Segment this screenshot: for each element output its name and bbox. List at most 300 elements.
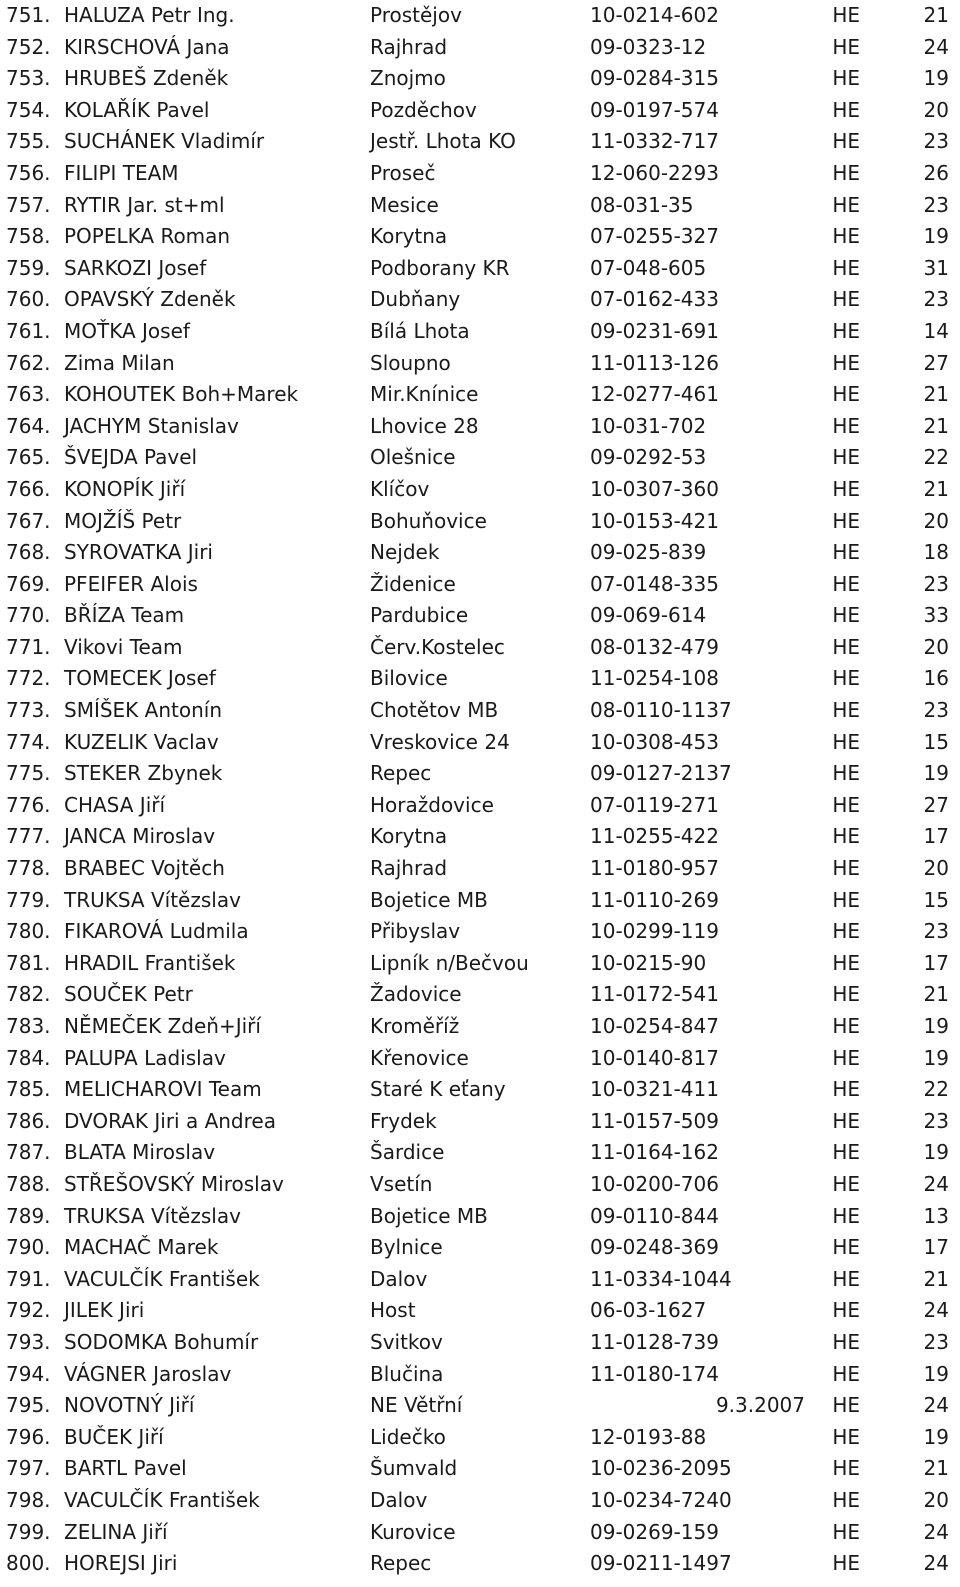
participant-name: Vikovi Team [64, 634, 183, 659]
result-row [0, 221, 960, 253]
result-value: 19 [923, 1014, 949, 1038]
participant-name: JANCA Miroslav [64, 824, 216, 849]
locality: Vreskovice 24 [370, 729, 510, 754]
rank-number: 766. [6, 476, 51, 501]
participant-name: VACULČÍK František [64, 1487, 260, 1512]
participant-name: ŠVEJDA Pavel [64, 445, 198, 470]
participant-name: SARKOZI Josef [64, 255, 207, 280]
category-code: HE [832, 1266, 860, 1291]
result-value: 22 [923, 1077, 949, 1102]
locality: Bylnice [370, 1235, 443, 1260]
locality: Červ.Kostelec [370, 634, 505, 659]
participant-name: KONOPÍK Jiří [64, 476, 186, 501]
locality: Dubňany [370, 287, 461, 312]
category-code: HE [832, 318, 860, 343]
rank-number: 763. [6, 382, 51, 407]
rank-number: 751. [6, 3, 51, 27]
rank-number: 781. [6, 950, 51, 975]
participant-name: MOJŽÍŠ Petr [64, 508, 182, 533]
result-row [0, 1327, 960, 1359]
rank-number: 782. [6, 982, 51, 1007]
result-value: 24 [923, 1393, 949, 1418]
locality: Křenovice [370, 1045, 469, 1070]
locality: Nejdek [370, 540, 440, 565]
locality: Dalov [370, 1487, 428, 1512]
category-code: HE [832, 824, 860, 849]
participant-name: JILEK Jiri [64, 1298, 145, 1323]
result-row [0, 1043, 960, 1075]
category-code: HE [832, 1140, 860, 1165]
result-row [0, 1011, 960, 1043]
rank-number: 783. [6, 1014, 51, 1038]
locality: Dalov [370, 1266, 428, 1291]
category-code: HE [832, 445, 860, 470]
result-value: 21 [923, 476, 949, 501]
id-code: 11-0113-126 [590, 350, 719, 375]
result-row [0, 821, 960, 853]
rank-number: 761. [6, 318, 51, 343]
result-value: 21 [923, 382, 949, 407]
id-code: 07-0148-335 [590, 571, 719, 596]
participant-name: HOREJSI Jiri [64, 1551, 178, 1576]
id-code: 11-0255-422 [590, 824, 719, 849]
locality: Bohuňovice [370, 508, 487, 533]
category-code: HE [832, 919, 860, 944]
category-code: HE [832, 224, 860, 249]
id-code: 07-048-605 [590, 255, 707, 280]
result-row [0, 1201, 960, 1233]
id-code: 08-031-35 [590, 192, 694, 217]
locality: Repec [370, 1551, 432, 1576]
result-row [0, 1422, 960, 1454]
category-code: HE [832, 508, 860, 533]
rank-number: 768. [6, 540, 51, 565]
rank-number: 759. [6, 255, 51, 280]
participant-name: MACHAČ Marek [64, 1235, 219, 1260]
rank-number: 771. [6, 634, 51, 659]
result-value: 24 [923, 34, 949, 59]
id-code: 09-0269-159 [590, 1519, 719, 1544]
participant-name: OPAVSKÝ Zdeněk [64, 287, 236, 312]
locality: Svitkov [370, 1329, 443, 1354]
rank-number: 786. [6, 1108, 51, 1133]
id-code: 10-0308-453 [590, 729, 719, 754]
rank-number: 797. [6, 1456, 51, 1481]
locality: Sloupno [370, 350, 451, 375]
category-code: HE [832, 698, 860, 723]
result-value: 20 [923, 97, 949, 122]
result-value: 17 [923, 824, 949, 849]
result-row [0, 1169, 960, 1201]
rank-number: 753. [6, 66, 51, 91]
rank-number: 772. [6, 666, 51, 691]
category-code: HE [832, 66, 860, 91]
result-row [0, 853, 960, 885]
result-row [0, 190, 960, 222]
category-code: HE [832, 761, 860, 786]
result-value: 19 [923, 1361, 949, 1386]
id-code: 09-025-839 [590, 540, 707, 565]
id-code: 11-0172-541 [590, 982, 719, 1007]
result-value: 23 [923, 1108, 949, 1133]
result-row [0, 1517, 960, 1549]
result-value: 15 [923, 887, 949, 912]
participant-name: VACULČÍK František [64, 1266, 260, 1291]
result-value: 20 [923, 634, 949, 659]
result-row [0, 1548, 960, 1580]
result-row [0, 63, 960, 95]
locality: Horaždovice [370, 792, 494, 817]
rank-number: 767. [6, 508, 51, 533]
category-code: HE [832, 1014, 860, 1038]
participant-name: MOŤKA Josef [64, 318, 190, 343]
result-value: 24 [923, 1171, 949, 1196]
locality: Podborany KR [370, 255, 510, 280]
result-value: 22 [923, 445, 949, 470]
rank-number: 789. [6, 1203, 51, 1228]
participant-name: MELICHAROVI Team [64, 1077, 262, 1102]
rank-number: 757. [6, 192, 51, 217]
id-code: 11-0334-1044 [590, 1266, 732, 1291]
participant-name: KIRSCHOVÁ Jana [64, 34, 230, 59]
id-code: 10-0254-847 [590, 1014, 719, 1038]
locality: Kroměříž [370, 1014, 460, 1038]
id-code: 10-0299-119 [590, 919, 719, 944]
rank-number: 762. [6, 350, 51, 375]
locality: Kurovice [370, 1519, 456, 1544]
id-code: 09-0127-2137 [590, 761, 732, 786]
result-value: 17 [923, 950, 949, 975]
result-value: 14 [923, 318, 949, 343]
result-row [0, 632, 960, 664]
category-code: HE [832, 1235, 860, 1260]
rank-number: 758. [6, 224, 51, 249]
locality: Mir.Knínice [370, 382, 479, 407]
category-code: HE [832, 1393, 860, 1418]
rank-number: 775. [6, 761, 51, 786]
participant-name: TOMECEK Josef [64, 666, 216, 691]
rank-number: 792. [6, 1298, 51, 1323]
rank-number: 755. [6, 129, 51, 154]
result-value: 20 [923, 856, 949, 881]
category-code: HE [832, 634, 860, 659]
participant-name: PFEIFER Alois [64, 571, 198, 596]
id-code: 11-0128-739 [590, 1329, 719, 1354]
result-row [0, 790, 960, 822]
locality: Bojetice MB [370, 1203, 488, 1228]
result-row [0, 284, 960, 316]
rank-number: 780. [6, 919, 51, 944]
result-value: 19 [923, 1045, 949, 1070]
locality: Šardice [370, 1140, 445, 1165]
participant-name: BARTL Pavel [64, 1456, 187, 1481]
locality: Šumvald [370, 1456, 458, 1481]
locality: Židenice [370, 571, 456, 596]
category-code: HE [832, 1171, 860, 1196]
result-value: 21 [923, 982, 949, 1007]
id-code: 09-0284-315 [590, 66, 719, 91]
category-code: HE [832, 1203, 860, 1228]
rank-number: 794. [6, 1361, 51, 1386]
id-code: 9.3.2007 [715, 1393, 805, 1418]
result-row [0, 126, 960, 158]
participant-name: DVORAK Jiri a Andrea [64, 1108, 276, 1133]
result-row [0, 1137, 960, 1169]
result-row [0, 1485, 960, 1517]
result-row [0, 1295, 960, 1327]
category-code: HE [832, 1551, 860, 1576]
rank-number: 760. [6, 287, 51, 312]
category-code: HE [832, 571, 860, 596]
result-value: 23 [923, 129, 949, 154]
locality: Jestř. Lhota KO [370, 129, 516, 154]
result-value: 27 [923, 792, 949, 817]
result-row [0, 979, 960, 1011]
rank-number: 788. [6, 1171, 51, 1196]
result-row [0, 32, 960, 64]
result-row [0, 379, 960, 411]
id-code: 12-0193-88 [590, 1424, 707, 1449]
id-code: 09-0248-369 [590, 1235, 719, 1260]
id-code: 10-0321-411 [590, 1077, 719, 1102]
rank-number: 784. [6, 1045, 51, 1070]
result-row [0, 348, 960, 380]
category-code: HE [832, 666, 860, 691]
result-value: 21 [923, 413, 949, 438]
participant-name: RYTIR Jar. st+ml [64, 192, 225, 217]
id-code: 09-0231-691 [590, 318, 719, 343]
rank-number: 791. [6, 1266, 51, 1291]
result-value: 21 [923, 1266, 949, 1291]
locality: Klíčov [370, 476, 430, 501]
rank-number: 769. [6, 571, 51, 596]
locality: Přibyslav [370, 919, 461, 944]
category-code: HE [832, 382, 860, 407]
result-value: 20 [923, 1487, 949, 1512]
result-value: 24 [923, 1519, 949, 1544]
category-code: HE [832, 1519, 860, 1544]
category-code: HE [832, 1298, 860, 1323]
id-code: 10-031-702 [590, 413, 707, 438]
result-row [0, 411, 960, 443]
result-value: 17 [923, 1235, 949, 1260]
id-code: 09-0323-12 [590, 34, 707, 59]
category-code: HE [832, 192, 860, 217]
locality: Žadovice [370, 982, 462, 1007]
locality: Lidečko [370, 1424, 446, 1449]
result-value: 19 [923, 1424, 949, 1449]
result-value: 16 [923, 666, 949, 691]
participant-name: SODOMKA Bohumír [64, 1329, 259, 1354]
category-code: HE [832, 887, 860, 912]
result-row [0, 569, 960, 601]
result-row [0, 1453, 960, 1485]
id-code: 09-069-614 [590, 603, 707, 628]
category-code: HE [832, 540, 860, 565]
id-code: 09-0110-844 [590, 1203, 719, 1228]
participant-name: POPELKA Roman [64, 224, 231, 249]
result-row [0, 695, 960, 727]
participant-name: Zima Milan [64, 350, 175, 375]
participant-name: PALUPA Ladislav [64, 1045, 226, 1070]
id-code: 11-0180-957 [590, 856, 719, 881]
category-code: HE [832, 160, 860, 185]
id-code: 10-0140-817 [590, 1045, 719, 1070]
rank-number: 787. [6, 1140, 51, 1165]
result-row [0, 1074, 960, 1106]
result-value: 20 [923, 508, 949, 533]
category-code: HE [832, 350, 860, 375]
result-row [0, 1359, 960, 1391]
locality: Chotětov MB [370, 698, 499, 723]
category-code: HE [832, 1456, 860, 1481]
result-value: 23 [923, 1329, 949, 1354]
id-code: 12-060-2293 [590, 160, 719, 185]
locality: Staré K eťany [370, 1077, 506, 1102]
participant-name: TRUKSA Vítězslav [64, 887, 241, 912]
participant-name: SOUČEK Petr [64, 982, 193, 1007]
rank-number: 793. [6, 1329, 51, 1354]
category-code: HE [832, 1424, 860, 1449]
participant-name: FIKAROVÁ Ludmila [64, 919, 249, 944]
result-value: 23 [923, 919, 949, 944]
id-code: 11-0180-174 [590, 1361, 719, 1386]
rank-number: 752. [6, 34, 51, 59]
category-code: HE [832, 1487, 860, 1512]
result-value: 21 [923, 1456, 949, 1481]
locality: Bojetice MB [370, 887, 488, 912]
participant-name: HRADIL František [64, 950, 236, 975]
participant-name: BUČEK Jiří [64, 1424, 164, 1449]
result-row [0, 253, 960, 285]
locality: Korytna [370, 824, 448, 849]
participant-name: BRABEC Vojtěch [64, 856, 225, 881]
result-row [0, 758, 960, 790]
result-value: 27 [923, 350, 949, 375]
result-row [0, 600, 960, 632]
id-code: 09-0197-574 [590, 97, 719, 122]
category-code: HE [832, 1045, 860, 1070]
rank-number: 779. [6, 887, 51, 912]
participant-name: SUCHÁNEK Vladimír [64, 129, 265, 154]
rank-number: 778. [6, 856, 51, 881]
participant-name: NOVOTNÝ Jiří [64, 1393, 195, 1418]
category-code: HE [832, 982, 860, 1007]
result-value: 23 [923, 571, 949, 596]
rank-number: 800. [6, 1551, 51, 1576]
category-code: HE [832, 34, 860, 59]
locality: Rajhrad [370, 34, 448, 59]
locality: Frydek [370, 1108, 437, 1133]
category-code: HE [832, 413, 860, 438]
result-value: 18 [923, 540, 949, 565]
id-code: 08-0110-1137 [590, 698, 732, 723]
rank-number: 764. [6, 413, 51, 438]
locality: Blučina [370, 1361, 444, 1386]
id-code: 10-0307-360 [590, 476, 719, 501]
rank-number: 756. [6, 160, 51, 185]
rank-number: 790. [6, 1235, 51, 1260]
participant-name: KOHOUTEK Boh+Marek [64, 382, 299, 407]
rank-number: 773. [6, 698, 51, 723]
result-value: 19 [923, 224, 949, 249]
locality: Pardubice [370, 603, 469, 628]
category-code: HE [832, 1108, 860, 1133]
result-value: 24 [923, 1298, 949, 1323]
participant-name: HALUZA Petr Ing. [64, 3, 235, 27]
result-value: 19 [923, 66, 949, 91]
id-code: 10-0236-2095 [590, 1456, 732, 1481]
id-code: 07-0119-271 [590, 792, 719, 817]
participant-name: NĚMEČEK Zdeň+Jiří [64, 1014, 261, 1038]
rank-number: 777. [6, 824, 51, 849]
result-value: 21 [923, 3, 949, 27]
rank-number: 765. [6, 445, 51, 470]
rank-number: 776. [6, 792, 51, 817]
rank-number: 799. [6, 1519, 51, 1544]
locality: Znojmo [370, 66, 446, 91]
result-row [0, 1232, 960, 1264]
result-row [0, 885, 960, 917]
locality: Olešnice [370, 445, 456, 470]
category-code: HE [832, 603, 860, 628]
participant-name: JACHYM Stanislav [64, 413, 239, 438]
locality: Lipník n/Bečvou [370, 950, 529, 975]
participant-name: BŘÍZA Team [64, 603, 185, 628]
participant-name: BLATA Miroslav [64, 1140, 216, 1165]
result-row [0, 442, 960, 474]
id-code: 07-0162-433 [590, 287, 719, 312]
rank-number: 796. [6, 1424, 51, 1449]
id-code: 10-0200-706 [590, 1171, 719, 1196]
result-value: 23 [923, 698, 949, 723]
locality: Vsetín [370, 1171, 433, 1196]
participant-name: VÁGNER Jaroslav [64, 1361, 232, 1386]
rank-number: 774. [6, 729, 51, 754]
participant-name: ZELINA Jiří [64, 1519, 168, 1544]
id-code: 07-0255-327 [590, 224, 719, 249]
result-row [0, 1390, 960, 1422]
category-code: HE [832, 856, 860, 881]
id-code: 08-0132-479 [590, 634, 719, 659]
id-code: 10-0153-421 [590, 508, 719, 533]
participant-name: CHASA Jiří [64, 792, 166, 817]
result-value: 13 [923, 1203, 949, 1228]
id-code: 09-0211-1497 [590, 1551, 732, 1576]
id-code: 11-0254-108 [590, 666, 719, 691]
locality: Pozděchov [370, 97, 477, 122]
result-row [0, 663, 960, 695]
locality: Mesice [370, 192, 439, 217]
result-row [0, 727, 960, 759]
participant-name: HRUBEŠ Zdeněk [64, 66, 229, 91]
result-row [0, 95, 960, 127]
participant-name: FILIPI TEAM [64, 160, 179, 185]
category-code: HE [832, 287, 860, 312]
id-code: 12-0277-461 [590, 382, 719, 407]
result-row [0, 506, 960, 538]
id-code: 11-0164-162 [590, 1140, 719, 1165]
category-code: HE [832, 3, 860, 27]
locality: Lhovice 28 [370, 413, 479, 438]
result-row [0, 474, 960, 506]
result-row [0, 948, 960, 980]
category-code: HE [832, 729, 860, 754]
category-code: HE [832, 1361, 860, 1386]
locality: Proseč [370, 160, 436, 185]
locality: NE Větřní [370, 1393, 463, 1418]
id-code: 11-0332-717 [590, 129, 719, 154]
